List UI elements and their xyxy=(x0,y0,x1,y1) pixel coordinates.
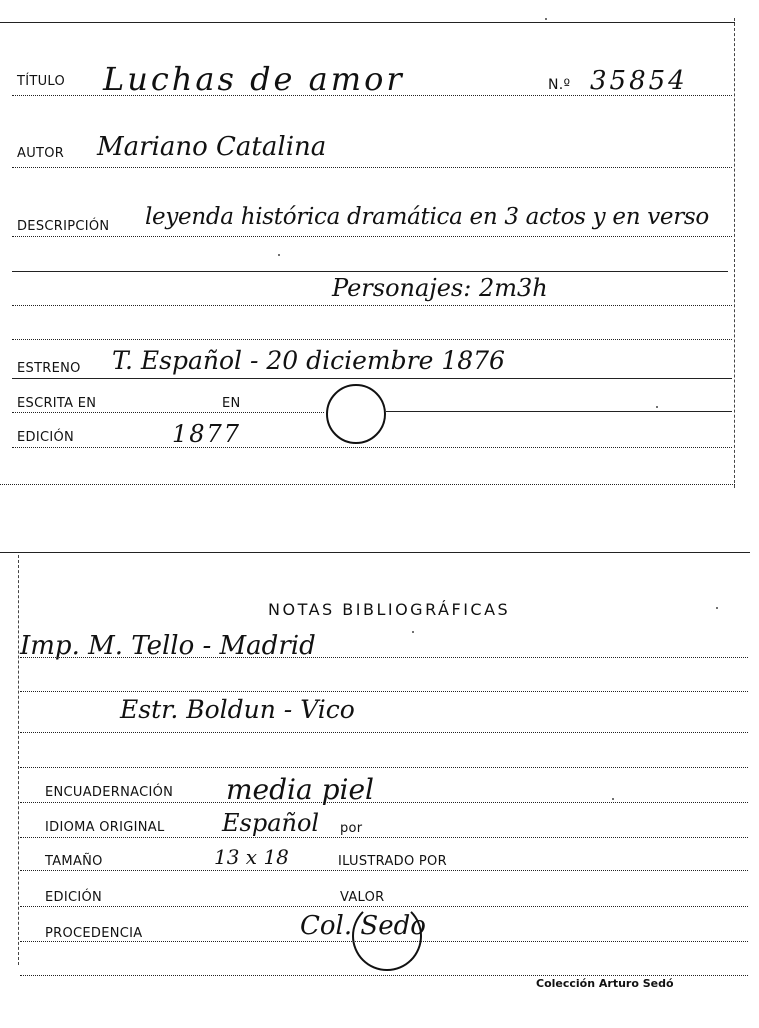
notes-line-2-value: Estr. Boldun - Vico xyxy=(120,695,355,724)
descripcion-label: DESCRIPCIÓN xyxy=(17,219,110,234)
descripcion-value: leyenda histórica dramática en 3 actos y en verso xyxy=(145,204,709,230)
titulo-line xyxy=(12,95,732,96)
numero-value: 35854 xyxy=(590,66,688,96)
catalog-card-front xyxy=(0,0,759,495)
idioma-value: Español xyxy=(222,809,320,837)
top-edge xyxy=(0,22,735,23)
notas-heading: NOTAS BIBLIOGRÁFICAS xyxy=(268,600,511,619)
valor-label: VALOR xyxy=(340,890,385,905)
escrita-en-label: ESCRITA EN xyxy=(17,396,97,411)
encuadernacion-line xyxy=(20,802,748,803)
descripcion-value-2: Personajes: 2m3h xyxy=(332,274,548,302)
speck xyxy=(656,406,658,408)
notes-line-1 xyxy=(20,657,748,658)
descripcion-line-2 xyxy=(12,271,728,272)
punch-hole xyxy=(326,384,386,444)
notes-line-3 xyxy=(20,732,748,733)
edicion-value: 1877 xyxy=(172,420,242,448)
bottom-line xyxy=(20,975,748,976)
idioma-label: IDIOMA ORIGINAL xyxy=(45,820,165,835)
escrita-line-left xyxy=(12,412,324,413)
tamano-value: 13 x 18 xyxy=(214,845,289,869)
encuadernacion-value: media piel xyxy=(226,773,374,806)
speck xyxy=(612,798,614,800)
speck xyxy=(716,607,718,609)
estreno-label: ESTRENO xyxy=(17,361,81,376)
estreno-line xyxy=(12,378,732,379)
right-edge xyxy=(733,18,735,488)
numero-label: N.º xyxy=(548,77,571,93)
bottom-line xyxy=(0,484,735,485)
notes-line-4 xyxy=(20,767,748,768)
catalog-card-back xyxy=(0,545,759,995)
descripcion-line-4 xyxy=(12,339,732,340)
notes-line-1-value: Imp. M. Tello - Madrid xyxy=(20,631,316,661)
collection-footer: Colección Arturo Sedó xyxy=(536,977,674,990)
edicion-line xyxy=(12,447,732,448)
tamano-label: TAMAÑO xyxy=(45,854,103,869)
en-label: EN xyxy=(222,396,241,411)
encuadernacion-label: ENCUADERNACIÓN xyxy=(45,785,174,800)
top-edge xyxy=(0,552,750,553)
autor-line xyxy=(12,167,732,168)
autor-label: AUTOR xyxy=(17,146,65,161)
speck xyxy=(545,18,547,20)
escrita-line-right xyxy=(386,411,732,412)
idioma-line xyxy=(20,837,748,838)
procedencia-value: Col. Sedo xyxy=(300,911,426,941)
speck xyxy=(412,631,414,633)
procedencia-label: PROCEDENCIA xyxy=(45,926,143,941)
speck xyxy=(278,254,280,256)
ilustrado-label: ILUSTRADO POR xyxy=(338,854,447,869)
por-label: por xyxy=(340,821,363,836)
tamano-line xyxy=(20,870,748,871)
edicion-label: EDICIÓN xyxy=(45,890,103,905)
titulo-label: TÍTULO xyxy=(17,74,66,89)
left-edge xyxy=(18,555,20,965)
edicion-label: EDICIÓN xyxy=(17,430,75,445)
titulo-value: Luchas de amor xyxy=(103,60,405,98)
punch-hole xyxy=(352,901,422,971)
autor-value: Mariano Catalina xyxy=(97,132,327,162)
descripcion-line-3 xyxy=(12,305,732,306)
notes-line-2 xyxy=(20,691,748,692)
estreno-value: T. Español - 20 diciembre 1876 xyxy=(112,346,505,375)
descripcion-line-1 xyxy=(12,236,732,237)
